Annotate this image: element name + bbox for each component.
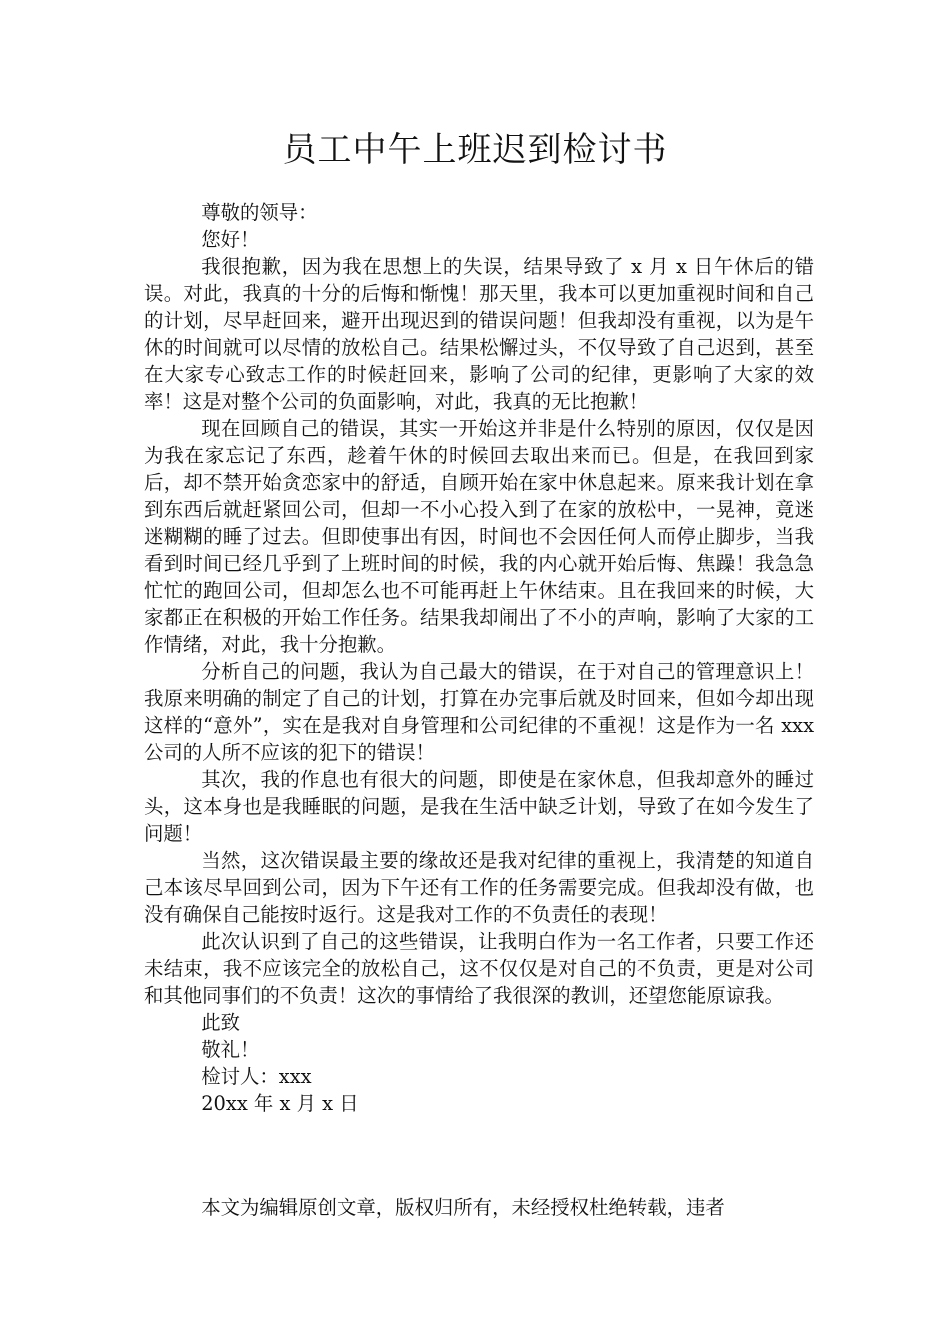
document-body [144,199,814,1117]
signer: 检讨人：xxx [201,1065,312,1088]
body-paragraph-6: 此次认识到了自己的这些错误，让我明白作为一名工作者，只要工作还未结束，我不应该完全的放松自己，这不仅仅是对自己的不负责，更是对公司和其他同事们的不负责！这次的事情给了我很深的教训，还望您能原谅我。 [144,930,814,1007]
body-paragraph-1: 我很抱歉，因为我在思想上的失误，结果导致了 x 月 x 日午休后的错误。对此，我真的十分的后悔和惭愧！那天里，我本可以更加重视时间和自己的计划，尽早赶回来，避开出现迟到的错误问题！但我却没有重视，以为是午休的时间就可以尽情的放松自己。结果松懈过头，不仅导致了自己迟到，甚至在大家专心致志工作的时候赶回来，影响了公司的纪律，更影响了大家的效率！这是对整个公司的负面影响，对此，我真的无比抱歉！ [144,255,814,413]
body-paragraph-2: 现在回顾自己的错误，其实一开始这并非是什么特别的原因，仅仅是因为我在家忘记了东西，趁着午休的时候回去取出来而已。但是，在我回到家后，却不禁开始贪恋家中的舒适，自顾开始在家中休息起来。原来我计划在拿到东西后就赶紧回公司，但却一不小心投入到了在家的放松中，一晃神，竟迷迷糊糊的睡了过去。但即使事出有因，时间也不会因任何人而停止脚步，当我看到时间已经几乎到了上班时间的时候，我的内心就开始后悔、焦躁！我急急忙忙的跑回公司，但却怎么也不可能再赶上午休结束。且在我回来的时候，大家都正在积极的开始工作任务。结果我却闹出了不小的声响，影响了大家的工作情绪，对此，我十分抱歉。 [144,417,814,656]
copyright-note: 本文为编辑原创文章，版权归所有，未经授权杜绝转载，违者 [201,1196,725,1219]
date: 20xx 年 x 月 x 日 [201,1092,359,1115]
salutation: 尊敬的领导： [201,201,318,224]
body-paragraph-5: 当然，这次错误最主要的缘故还是我对纪律的重视上，我清楚的知道自己本该尽早回到公司，因为下午还有工作的任务需要完成。但我却没有做，也没有确保自己能按时返行。这是我对工作的不负责任的表现！ [144,849,814,926]
closing-line-2: 敬礼！ [201,1038,260,1061]
document-title: 员工中午上班迟到检讨书 [282,130,668,170]
body-paragraph-3: 分析自己的问题，我认为自己最大的错误，在于对自己的管理意识上！我原来明确的制定了自己的计划，打算在办完事后就及时回来，但如今却出现这样的“意外”，实在是我对自身管理和公司纪律的不重视！这是作为一名 xxx 公司的人所不应该的犯下的错误！ [144,660,814,764]
greeting: 您好！ [201,228,260,251]
closing-line-1: 此致 [201,1011,240,1034]
body-paragraph-4: 其次，我的作息也有很大的问题，即使是在家休息，但我却意外的睡过头，这本身也是我睡眠的问题，是我在生活中缺乏计划，导致了在如今发生了问题！ [144,768,814,845]
